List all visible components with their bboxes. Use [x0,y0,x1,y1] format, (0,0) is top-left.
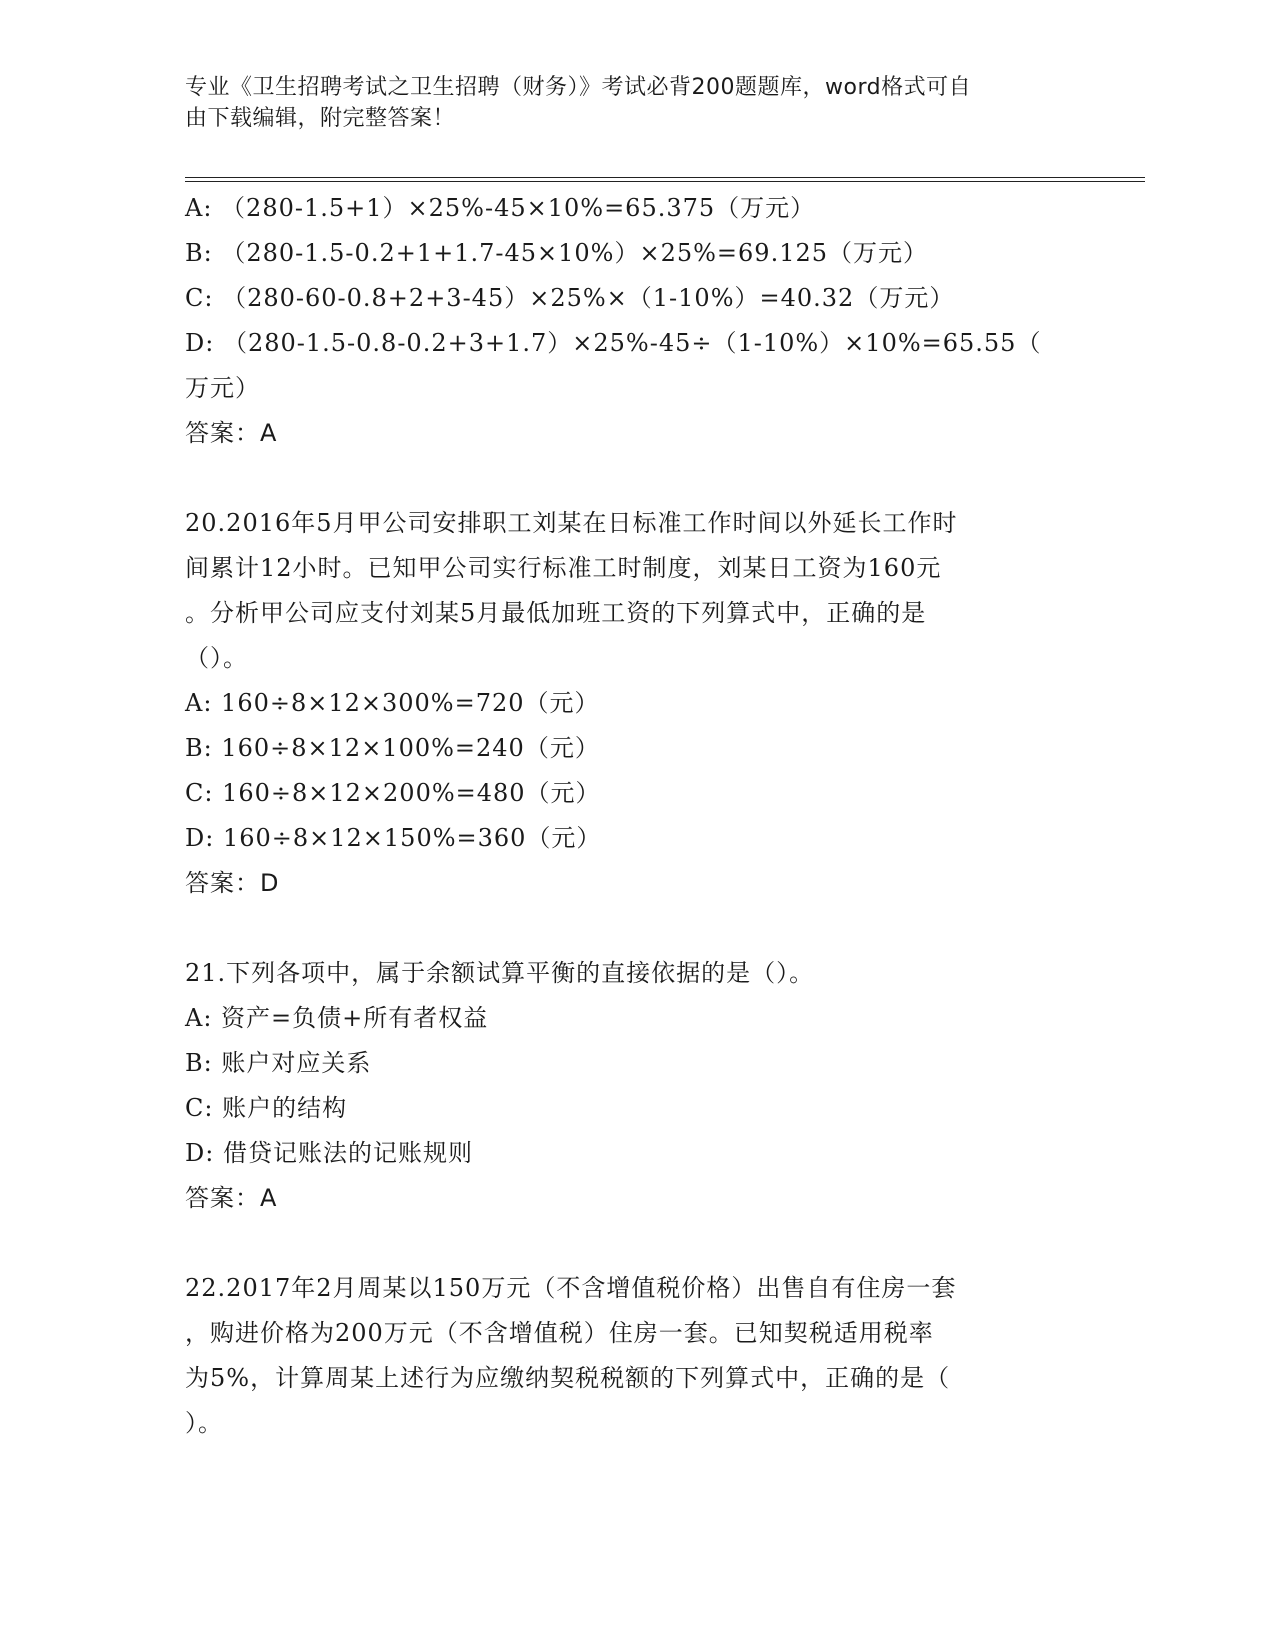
option-c: C: 账户的结构 [185,1094,348,1122]
question-21 [185,951,1085,1221]
question-stem: 。分析甲公司应支付刘某5月最低加班工资的下列算式中，正确的是 [185,599,927,627]
option-d: D: 160÷8×12×150%=360（元） [185,824,602,852]
question-stem: ，购进价格为200万元（不含增值税）住房一套。已知契税适用税率 [185,1319,934,1347]
question-stem: 21.下列各项中，属于余额试算平衡的直接依据的是（）。 [185,959,815,987]
header-title-line-1: 专业《卫生招聘考试之卫生招聘（财务）》考试必背200题题库，word格式可自 [185,75,972,100]
option-d-continued: 万元） [185,374,260,402]
question-stem: （）。 [185,644,248,672]
question-stem: 20.2016年5月甲公司安排职工刘某在日标准工作时间以外延长工作时 [185,509,958,537]
document-header [185,72,1065,134]
header-title-line-2: 由下载编辑，附完整答案！ [185,106,456,131]
question-20 [185,501,1085,906]
question-stem: 为5%，计算周某上述行为应缴纳契税税额的下列算式中，正确的是（ [185,1364,951,1392]
answer: 答案：A [185,1184,278,1212]
option-b: B: （280-1.5-0.2+1+1.7-45×10%）×25%=69.125（万元） [185,239,929,267]
question-stem: 22.2017年2月周某以150万元（不含增值税价格）出售自有住房一套 [185,1274,957,1302]
spacer [185,456,1085,501]
document-body [185,186,1085,1446]
option-b: B: 160÷8×12×100%=240（元） [185,734,600,762]
option-c: C: （280-60-0.8+2+3-45）×25%×（1-10%）=40.32（万元） [185,284,955,312]
spacer [185,1221,1085,1266]
question-stem: ）。 [185,1409,223,1437]
option-b: B: 账户对应关系 [185,1049,372,1077]
option-d: D: （280-1.5-0.8-0.2+3+1.7）×25%-45÷（1-10%）×10%=65.55（ [185,329,1042,357]
answer: 答案：D [185,869,280,897]
option-c: C: 160÷8×12×200%=480（元） [185,779,601,807]
option-a: A: 资产=负债+所有者权益 [185,1004,489,1032]
question-22 [185,1266,1085,1446]
answer: 答案：A [185,419,278,447]
option-d: D: 借贷记账法的记账规则 [185,1139,473,1167]
option-a: A: （280-1.5+1）×25%-45×10%=65.375（万元） [185,194,816,222]
option-a: A: 160÷8×12×300%=720（元） [185,689,600,717]
header-divider [185,177,1145,182]
question-stem: 间累计12小时。已知甲公司实行标准工时制度，刘某日工资为160元 [185,554,942,582]
spacer [185,906,1085,951]
question-19-options [185,186,1085,456]
